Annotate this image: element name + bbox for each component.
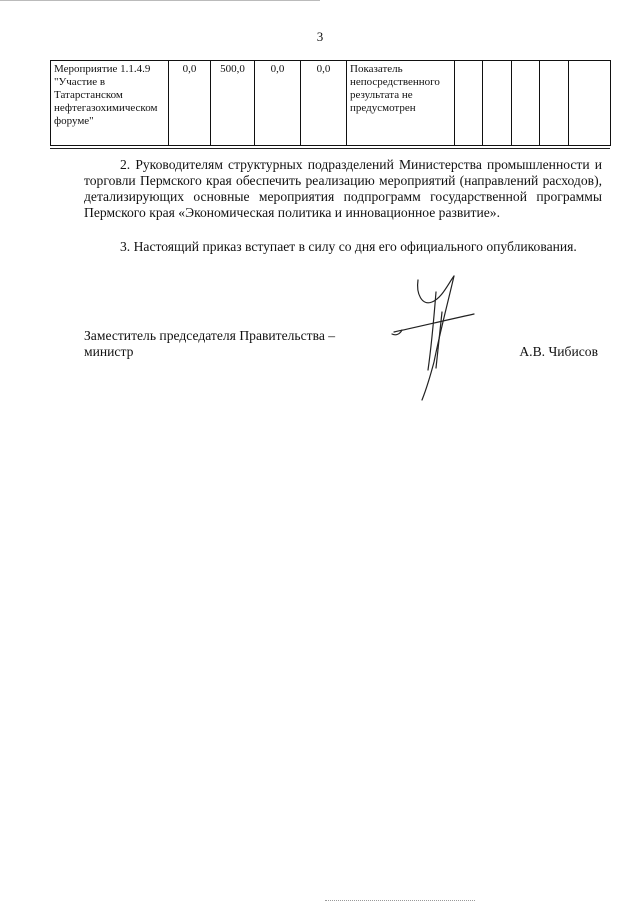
indicator-cell: Показатель непосредственного результата не предусмотрен [347,61,455,146]
value-cell: 0,0 [169,61,211,146]
value-cell: 500,0 [211,61,255,146]
paragraph-2-text: 2. Руководителям структурных подразделений Министерства промышленности и торговли Пермского края обеспечить реализацию мероприятий (направлений расходов), детализирующих основные мероприятия подпрограмм государственной программы Пермского края «Экономическая политика и инновационное развитие». [84,157,602,220]
empty-cell [512,61,540,146]
top-rule [0,0,320,1]
paragraph-2 [84,157,602,221]
table-bottom-rule [50,148,610,149]
handwritten-signature [388,272,478,402]
event-cell: Мероприятие 1.1.4.9 "Участие в Татарстанском нефтегазохимическом форуме" [51,61,169,146]
signatory-name: А.В. Чибисов [519,344,598,359]
value-cell: 0,0 [255,61,301,146]
empty-cell [455,61,483,146]
page-number: 3 [316,29,324,44]
empty-cell [569,61,611,146]
signatory-position-line-2: министр [84,344,134,359]
empty-cell [540,61,569,146]
paragraph-3-text: 3. Настоящий приказ вступает в силу со дня его официального опубликования. [120,239,577,254]
paragraph-3 [84,239,602,255]
value-cell: 0,0 [301,61,347,146]
funding-table [50,60,611,146]
signatory-position-line-1: Заместитель председателя Правительства – [84,328,336,343]
empty-cell [483,61,512,146]
table-row [51,61,611,146]
scan-artifact [325,900,475,901]
signatory-position [84,328,335,360]
